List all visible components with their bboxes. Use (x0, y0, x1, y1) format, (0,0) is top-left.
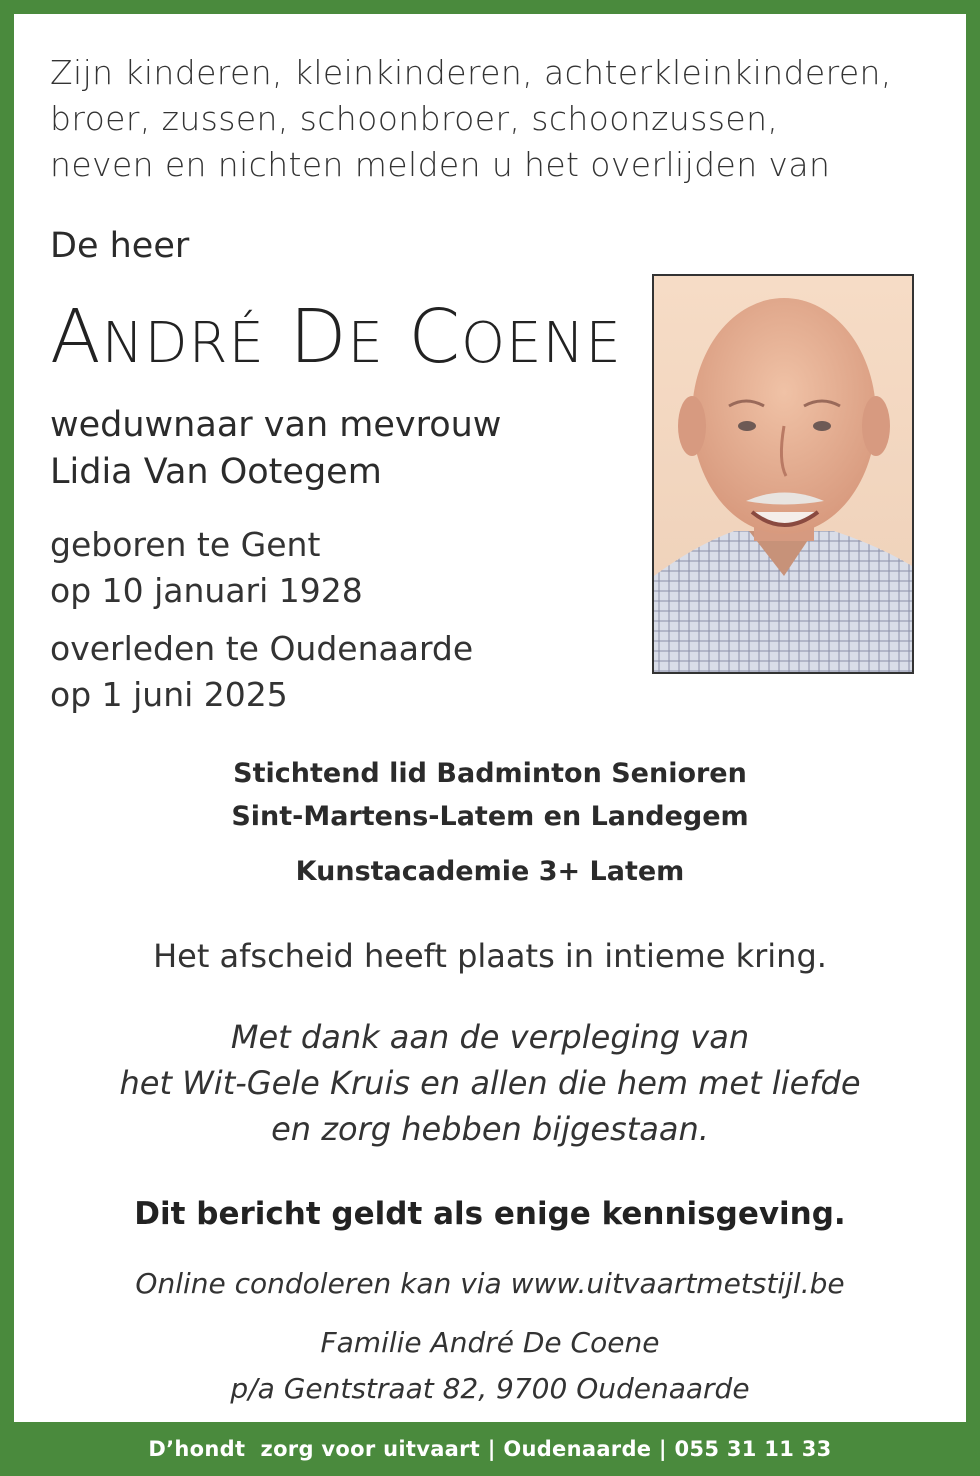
footer-bar (0, 1422, 980, 1476)
membership-line: Stichtend lid Badminton Senioren (233, 758, 747, 789)
intro-text (50, 50, 950, 188)
intro-line: broer, zussen, schoonbroer, schoonzussen, (50, 99, 779, 138)
thanks-text (14, 1014, 966, 1152)
name-part: E (347, 311, 384, 376)
spouse-line: weduwnaar van mevrouw (50, 405, 502, 445)
birth-place: geboren te Gent (50, 525, 321, 564)
name-initial: C (408, 294, 462, 380)
thanks-line: het Wit-Gele Kruis en allen die hem met liefde (119, 1064, 861, 1102)
family-address: p/a Gentstraat 82, 9700 Oudenaarde (230, 1372, 750, 1405)
name-initial: D (289, 294, 348, 380)
farewell-text: Het afscheid heeft plaats in intieme kring. (153, 937, 827, 975)
intro-line: Zijn kinderen, kleinkinderen, achterkleinkinderen, (50, 53, 892, 92)
portrait-photo (652, 274, 914, 674)
thanks-line: Met dank aan de verpleging van (230, 1018, 750, 1056)
membership-line: Sint-Martens-Latem en Landegem (231, 801, 749, 832)
birth-info (50, 522, 363, 614)
death-date: op 1 juni 2025 (50, 675, 288, 714)
membership-academy: Kunstacademie 3+ Latem (295, 856, 685, 887)
thanks-line: en zorg hebben bijgestaan. (271, 1110, 709, 1148)
portrait-illustration (654, 276, 912, 672)
death-place: overleden te Oudenaarde (50, 629, 474, 668)
name-initial: A (50, 294, 102, 380)
family-name: Familie André De Coene (320, 1326, 660, 1359)
footer-text: D’hondt zorg voor uitvaart | Oudenaarde | 055 31 11 33 (148, 1437, 832, 1461)
honorific: De heer (50, 226, 190, 266)
birth-date: op 10 januari 1928 (50, 571, 363, 610)
name-part: OENE (461, 311, 622, 376)
spouse-info (50, 402, 501, 496)
intro-line: neven en nichten melden u het overlijden van (50, 145, 831, 184)
spouse-name: Lidia Van Ootegem (50, 452, 382, 492)
family-contact (14, 1320, 966, 1412)
name-part: NDRÉ (101, 311, 265, 376)
death-info (50, 626, 473, 718)
condolence-link: Online condoleren kan via www.uitvaartmetstijl.be (135, 1267, 845, 1300)
notice-text: Dit bericht geldt als enige kennisgeving. (134, 1196, 846, 1232)
deceased-name (50, 292, 622, 389)
memberships (14, 752, 966, 838)
